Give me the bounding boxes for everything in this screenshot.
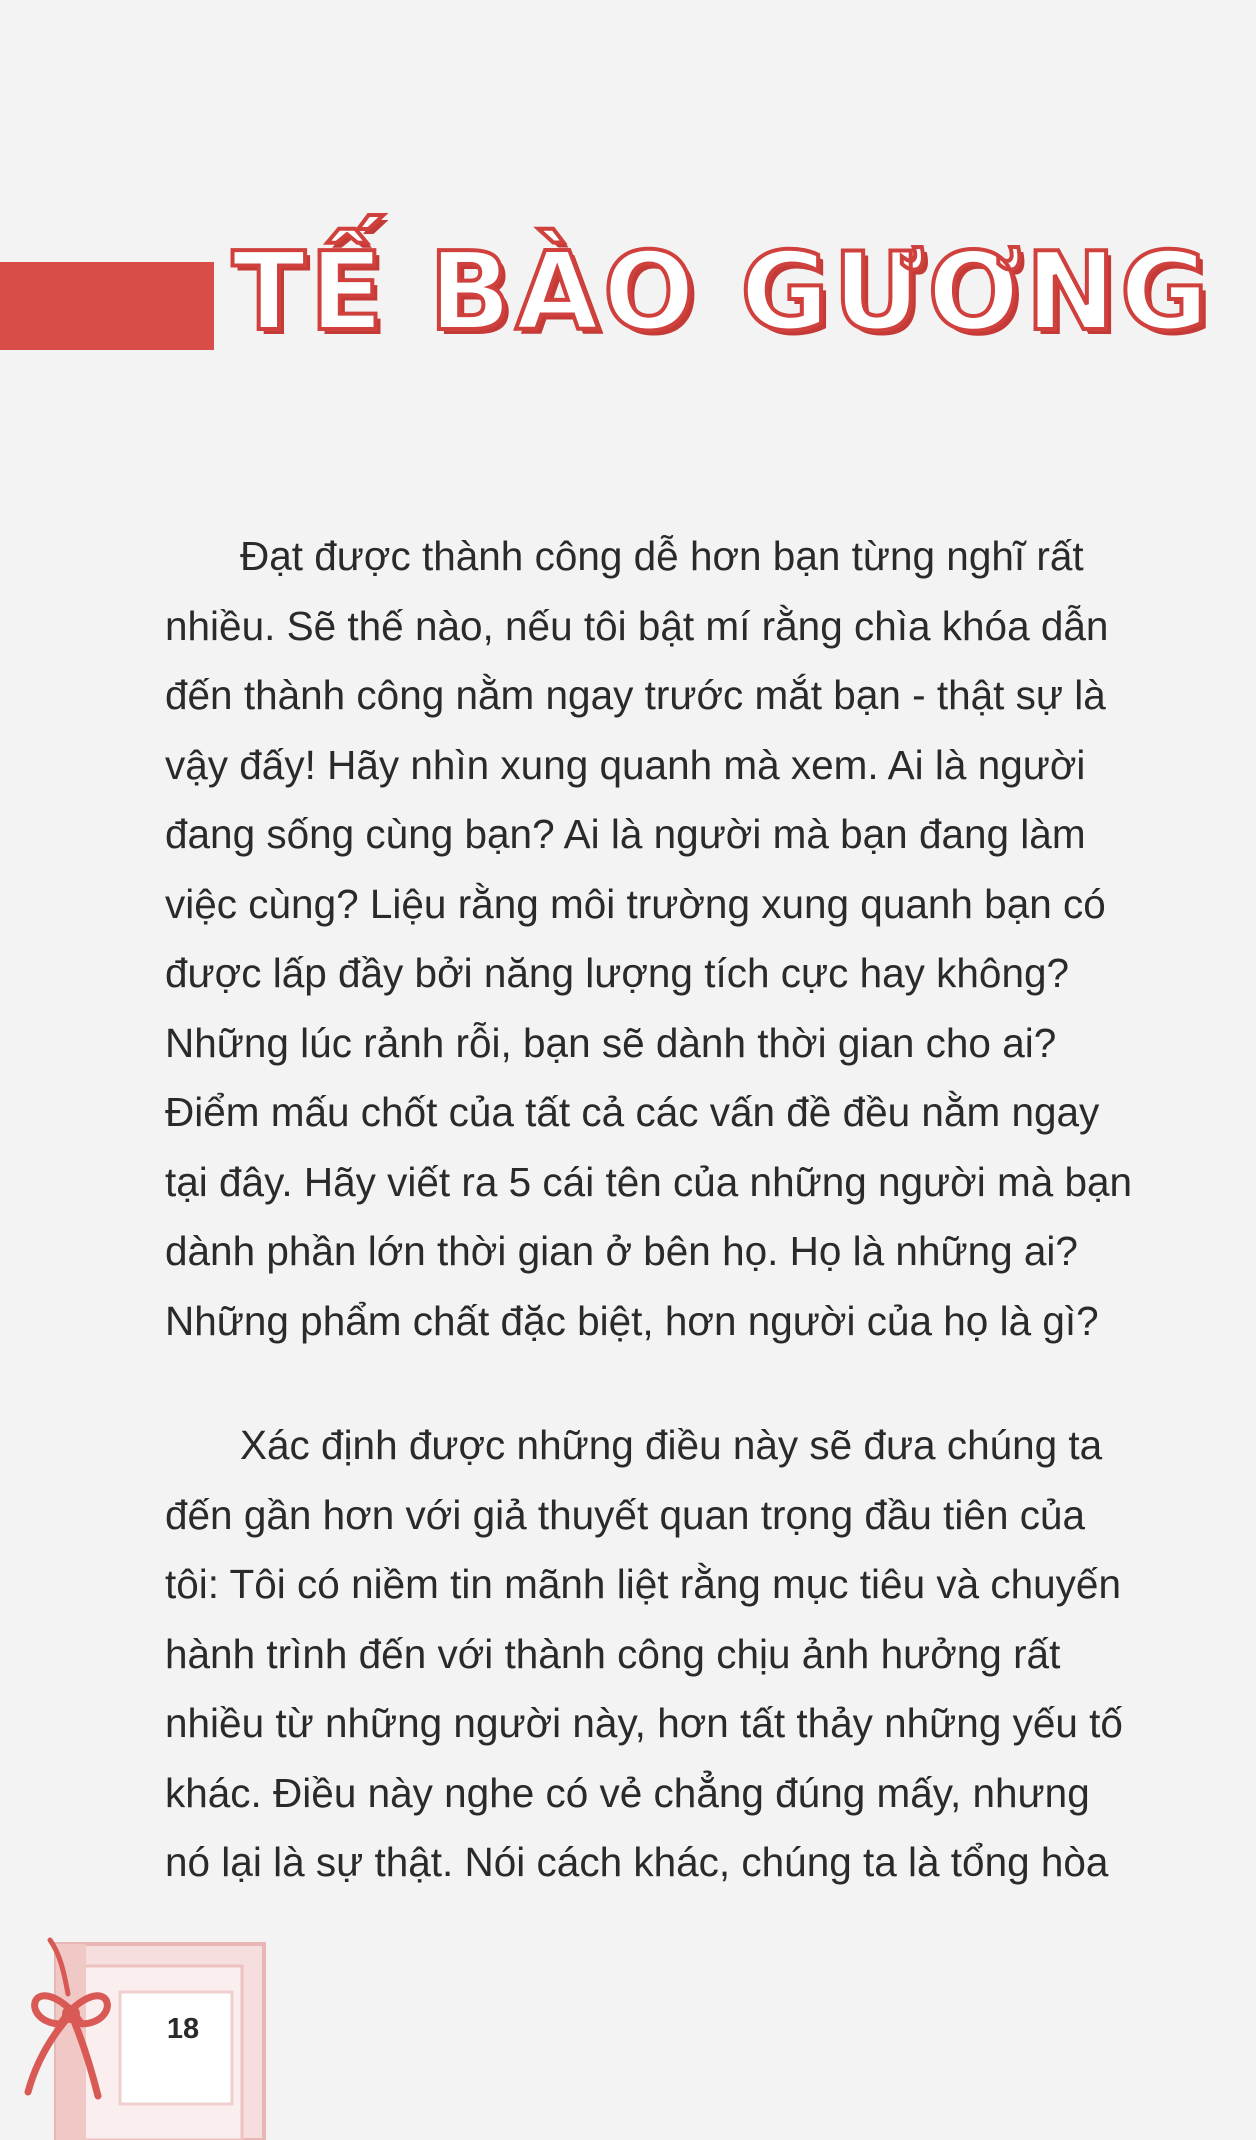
chapter-title: TẾ BÀO GƯƠNG: [232, 230, 1213, 355]
paragraph-line: nhiều. Sẽ thế nào, nếu tôi bật mí rằng chìa khóa dẫn: [165, 602, 1109, 649]
paragraph-container: [165, 522, 1195, 1898]
gift-ribbon-icon: [20, 1932, 272, 2140]
paragraph-line: đang sống cùng bạn? Ai là người mà bạn đang làm: [165, 811, 1086, 857]
paragraph-line: nhiều từ những người này, hơn tất thảy những yếu tố: [165, 1700, 1123, 1746]
paragraph-line: đến thành công nằm ngay trước mắt bạn - thật sự là: [165, 672, 1106, 718]
paragraph-line: dành phần lớn thời gian ở bên họ. Họ là những ai?: [165, 1228, 1078, 1274]
paragraph-line: Điểm mấu chốt của tất cả các vấn đề đều nằm ngay: [165, 1089, 1100, 1135]
paragraph-line: Đạt được thành công dễ hơn bạn từng nghĩ rất: [240, 533, 1084, 579]
paragraph-line: Những phẩm chất đặc biệt, hơn người của họ là gì?: [165, 1297, 1099, 1344]
paragraph-line: tại đây. Hãy viết ra 5 cái tên của những người mà bạn: [165, 1158, 1133, 1205]
paragraph-line: được lấp đầy bởi năng lượng tích cực hay không?: [165, 950, 1070, 996]
body-text: [165, 522, 1195, 1898]
paragraph-line: tôi: Tôi có niềm tin mãnh liệt rằng mục tiêu và chuyến: [165, 1561, 1121, 1607]
paragraph-line: việc cùng? Liệu rằng môi trường xung quanh bạn có: [165, 880, 1106, 927]
page-number: 18: [166, 2013, 200, 2045]
title-accent-bar: [0, 262, 214, 350]
paragraph-line: đến gần hơn với giả thuyết quan trọng đầu tiên của: [165, 1491, 1086, 1538]
paragraph-line: khác. Điều này nghe có vẻ chẳng đúng mấy, nhưng: [165, 1769, 1090, 1816]
paragraph-line: nó lại là sự thật. Nói cách khác, chúng ta là tổng hòa: [165, 1839, 1109, 1885]
paragraph-line: vậy đấy! Hãy nhìn xung quanh mà xem. Ai là người: [165, 741, 1086, 788]
paragraph-line: Xác định được những điều này sẽ đưa chúng ta: [240, 1422, 1103, 1468]
paragraph-gap: [165, 1356, 1195, 1411]
paragraph-line: hành trình đến với thành công chịu ảnh hưởng rất: [165, 1630, 1061, 1677]
paragraph-line: Những lúc rảnh rỗi, bạn sẽ dành thời gian cho ai?: [165, 1019, 1057, 1066]
